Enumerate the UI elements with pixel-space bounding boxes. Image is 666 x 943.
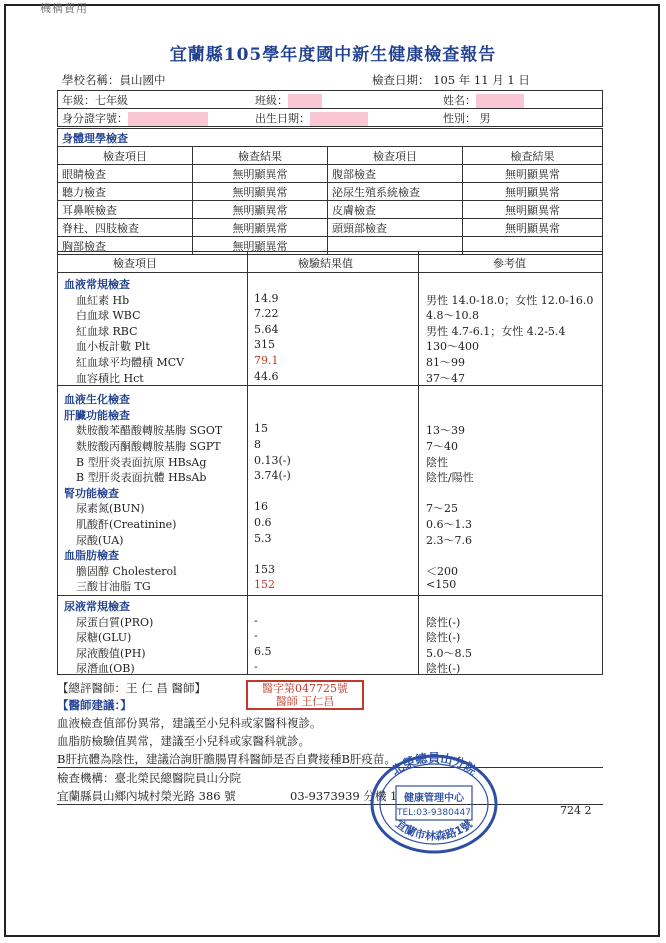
phys-header-item-b: 檢查項目: [328, 147, 463, 165]
lab-row: [58, 614, 604, 629]
lab-item: 尿酸(UA): [76, 533, 124, 547]
lab-ref: 4.8～10.8: [426, 309, 479, 323]
lab-section-title: 血脂肪檢查: [64, 549, 119, 563]
lab-item: 肌酸酐(Creatinine): [76, 518, 177, 531]
class-label: 班級：: [255, 93, 288, 107]
lab-val: 16: [254, 500, 268, 514]
lab-section-row: [58, 598, 604, 613]
lab-val: 0.13(-): [254, 453, 291, 467]
lab-item: 尿糖(GLU): [76, 631, 132, 645]
stamp-line-2: 醫師 王仁昌: [275, 695, 335, 708]
seal-mid-1: 健康管理中心: [404, 793, 464, 804]
hospital-seal: [368, 752, 500, 854]
lab-ref: 5.0～8.5: [426, 646, 472, 660]
lab-row: [58, 629, 604, 644]
lab-section-title: 腎功能檢查: [64, 486, 119, 500]
lab-val: 153: [254, 562, 275, 576]
lab-row: [58, 500, 604, 515]
exam-date: 檢查日期： 105 年 11 月 1 日: [372, 73, 530, 87]
lab-row: [58, 307, 604, 322]
seal-mid-2: TEL:03-9380447: [396, 808, 472, 818]
lab-header-ref: 參考值: [493, 257, 526, 270]
gender-cell: 性別： 男: [439, 109, 603, 127]
lab-val: -: [254, 660, 258, 674]
phys-header-item-a: 檢查項目: [58, 147, 193, 165]
redacted-id: [128, 112, 208, 126]
redacted-class: [288, 94, 322, 108]
lab-val: 5.64: [254, 322, 279, 336]
seal-bottom-text: 宜蘭市林森路1號: [393, 817, 475, 843]
redacted-name: [476, 94, 524, 108]
lab-ref: 0.6～1.3: [426, 518, 472, 531]
lab-item: B 型肝炎表面抗體 HBsAb: [76, 471, 207, 485]
id-label: 身分證字號：: [62, 111, 128, 125]
lab-item: 麩胺酸苯醋酸轉胺基脢 SGOT: [76, 424, 223, 438]
personal-info-table: [57, 90, 603, 127]
physical-row: 脊柱、四肢檢查 無明顯異常 頭頸部檢查 無明顯異常: [58, 219, 603, 237]
lab-ref: 13～39: [426, 424, 465, 438]
physical-exam-table: [57, 128, 603, 255]
lab-ref: 37～47: [426, 371, 465, 385]
physical-row: 胸部檢查 無明顯異常: [58, 237, 603, 255]
lab-section-row: [58, 485, 604, 500]
lab-row: [58, 454, 604, 469]
lab-row: [58, 422, 604, 437]
advice-2: 血脂肪檢驗值異常，建議至小兒科或家醫科就診。: [57, 734, 310, 748]
lab-item: B 型肝炎表面抗原 HBsAg: [76, 455, 207, 469]
lab-val: 44.6: [254, 369, 279, 383]
lab-ref: <150: [426, 578, 457, 592]
lab-ref: 陰性(-): [426, 615, 461, 629]
lab-ref: 81～99: [426, 356, 465, 369]
physical-row: 耳鼻喉檢查 無明顯異常 皮膚檢查 無明顯異常: [58, 201, 603, 219]
id-cell: [58, 109, 252, 127]
lab-val: 5.3: [254, 531, 272, 545]
lab-row: [58, 438, 604, 453]
lab-item: 紅血球 RBC: [76, 324, 138, 338]
lab-ref: 陰性: [426, 455, 448, 469]
lab-val: 79.1: [254, 354, 279, 367]
advice-1: 血液檢查值部份異常，建議至小兒科或家醫科複診。: [57, 716, 322, 730]
lab-header-value: 檢驗結果值: [298, 257, 353, 270]
birth-cell: [251, 109, 439, 127]
lab-item: 血小板計數 Plt: [76, 340, 150, 354]
lab-section-title: 尿液常規檢查: [64, 600, 130, 613]
institution: 檢查機構：臺北榮民總醫院員山分院: [57, 771, 241, 785]
lab-row: [58, 532, 604, 547]
page-number: 724 2: [560, 804, 592, 817]
lab-row: [58, 645, 604, 660]
lab-item: 血容積比 Hct: [76, 371, 144, 385]
lab-results-table: [57, 251, 603, 675]
lab-header: [58, 252, 602, 273]
school-name: 學校名稱：員山國中: [62, 73, 166, 87]
lab-item: 紅血球平均體積 MCV: [76, 356, 185, 369]
address: 宜蘭縣員山鄉內城村榮光路 386 號: [57, 789, 236, 803]
lab-section-divider: [58, 595, 602, 596]
lab-row: [58, 338, 604, 353]
phys-header-result-a: 檢查結果: [193, 147, 328, 165]
lab-item: 尿液酸值(PH): [76, 646, 146, 660]
name-cell: [439, 91, 603, 109]
lab-item: 尿潛血(OB): [76, 662, 135, 676]
lab-row: [58, 578, 604, 593]
bottom-divider: [57, 804, 603, 805]
lab-ref: 男性 14.0-18.0；女性 12.0-16.0: [426, 293, 594, 307]
lab-section-title: 血液常規檢查: [64, 278, 130, 291]
stamp-line-1: 醫字第047725號: [262, 682, 348, 695]
lab-section-row: [58, 276, 604, 291]
lab-item: 麩胺酸丙酮酸轉胺基脢 SGPT: [76, 440, 221, 453]
lab-val: 8: [254, 438, 261, 451]
physical-section-title: 身體理學檢查: [58, 129, 603, 147]
class-cell: [251, 91, 439, 109]
lab-section-row: [58, 547, 604, 562]
lab-header-item: 檢查項目: [113, 257, 157, 270]
lab-row: [58, 660, 604, 675]
top-fragment: 機構費用: [40, 2, 88, 15]
advice-title: 【醫師建議：】: [57, 698, 132, 712]
physical-row: 聽力檢查 無明顯異常 泌尿生殖系統檢查 無明顯異常: [58, 183, 603, 201]
lab-ref: 陰性(-): [426, 631, 461, 645]
lab-item: 尿蛋白質(PRO): [76, 615, 154, 629]
lab-ref: 130～400: [426, 340, 479, 354]
lab-item: 三酸甘油脂 TG: [76, 580, 151, 594]
advice-3: B肝抗體為陰性，建議洽詢肝膽腸胃科醫師是否自費接種B肝疫苗。: [57, 752, 396, 766]
lab-item: 尿素氮(BUN): [76, 502, 145, 516]
lab-val: 0.6: [254, 516, 272, 529]
lab-val: 3.74(-): [254, 469, 291, 483]
lab-val: 6.5: [254, 644, 272, 658]
bottom-divider: [57, 767, 603, 768]
lab-ref: 男性 4.7-6.1；女性 4.2-5.4: [426, 324, 566, 338]
lab-section-title: 肝臟功能檢查: [64, 408, 130, 422]
redacted-birth: [310, 112, 368, 126]
report-title: 宜蘭縣105學年度國中新生健康檢查報告: [169, 45, 497, 65]
physical-row: 眼睛檢查 無明顯異常 腹部檢查 無明顯異常: [58, 165, 603, 183]
grade-cell: 年級：七年級: [58, 91, 252, 109]
lab-section-row: [58, 391, 604, 406]
lab-val: -: [254, 613, 258, 627]
lab-val: 15: [254, 422, 268, 436]
lab-row: [58, 323, 604, 338]
birth-label: 出生日期：: [255, 111, 310, 125]
lab-row: [58, 469, 604, 484]
lab-ref: ＜200: [426, 564, 458, 578]
lab-section-row: [58, 407, 604, 422]
lab-ref: 7～25: [426, 502, 458, 516]
lab-ref: 陰性(-): [426, 662, 461, 676]
seal-top-text: 北榮總員山分院: [388, 752, 480, 779]
lab-section-title: 血液生化檢查: [64, 393, 130, 407]
lab-row: [58, 516, 604, 531]
lab-val: 152: [254, 578, 275, 592]
lab-ref: 7～40: [426, 440, 458, 453]
lab-row: [58, 354, 604, 369]
name-label: 姓名：: [443, 93, 476, 107]
lab-item: 白血球 WBC: [76, 309, 141, 323]
lab-val: 7.22: [254, 307, 279, 321]
doctor-line: 【總評醫師：王 仁 昌 醫師】: [57, 681, 206, 695]
lab-ref: 陰性/陽性: [426, 471, 474, 485]
lab-ref: 2.3～7.6: [426, 533, 472, 547]
lab-val: 14.9: [254, 291, 279, 305]
lab-val: 315: [254, 338, 275, 352]
phys-header-result-b: 檢查結果: [463, 147, 603, 165]
lab-val: -: [254, 629, 258, 643]
phone: 03-9373939 分機 1: [290, 789, 398, 803]
lab-item: 血紅素 Hb: [76, 293, 130, 307]
lab-item: 膽固醇 Cholesterol: [76, 564, 177, 578]
lab-row: [58, 292, 604, 307]
lab-row: [58, 370, 604, 385]
lab-row: [58, 563, 604, 578]
